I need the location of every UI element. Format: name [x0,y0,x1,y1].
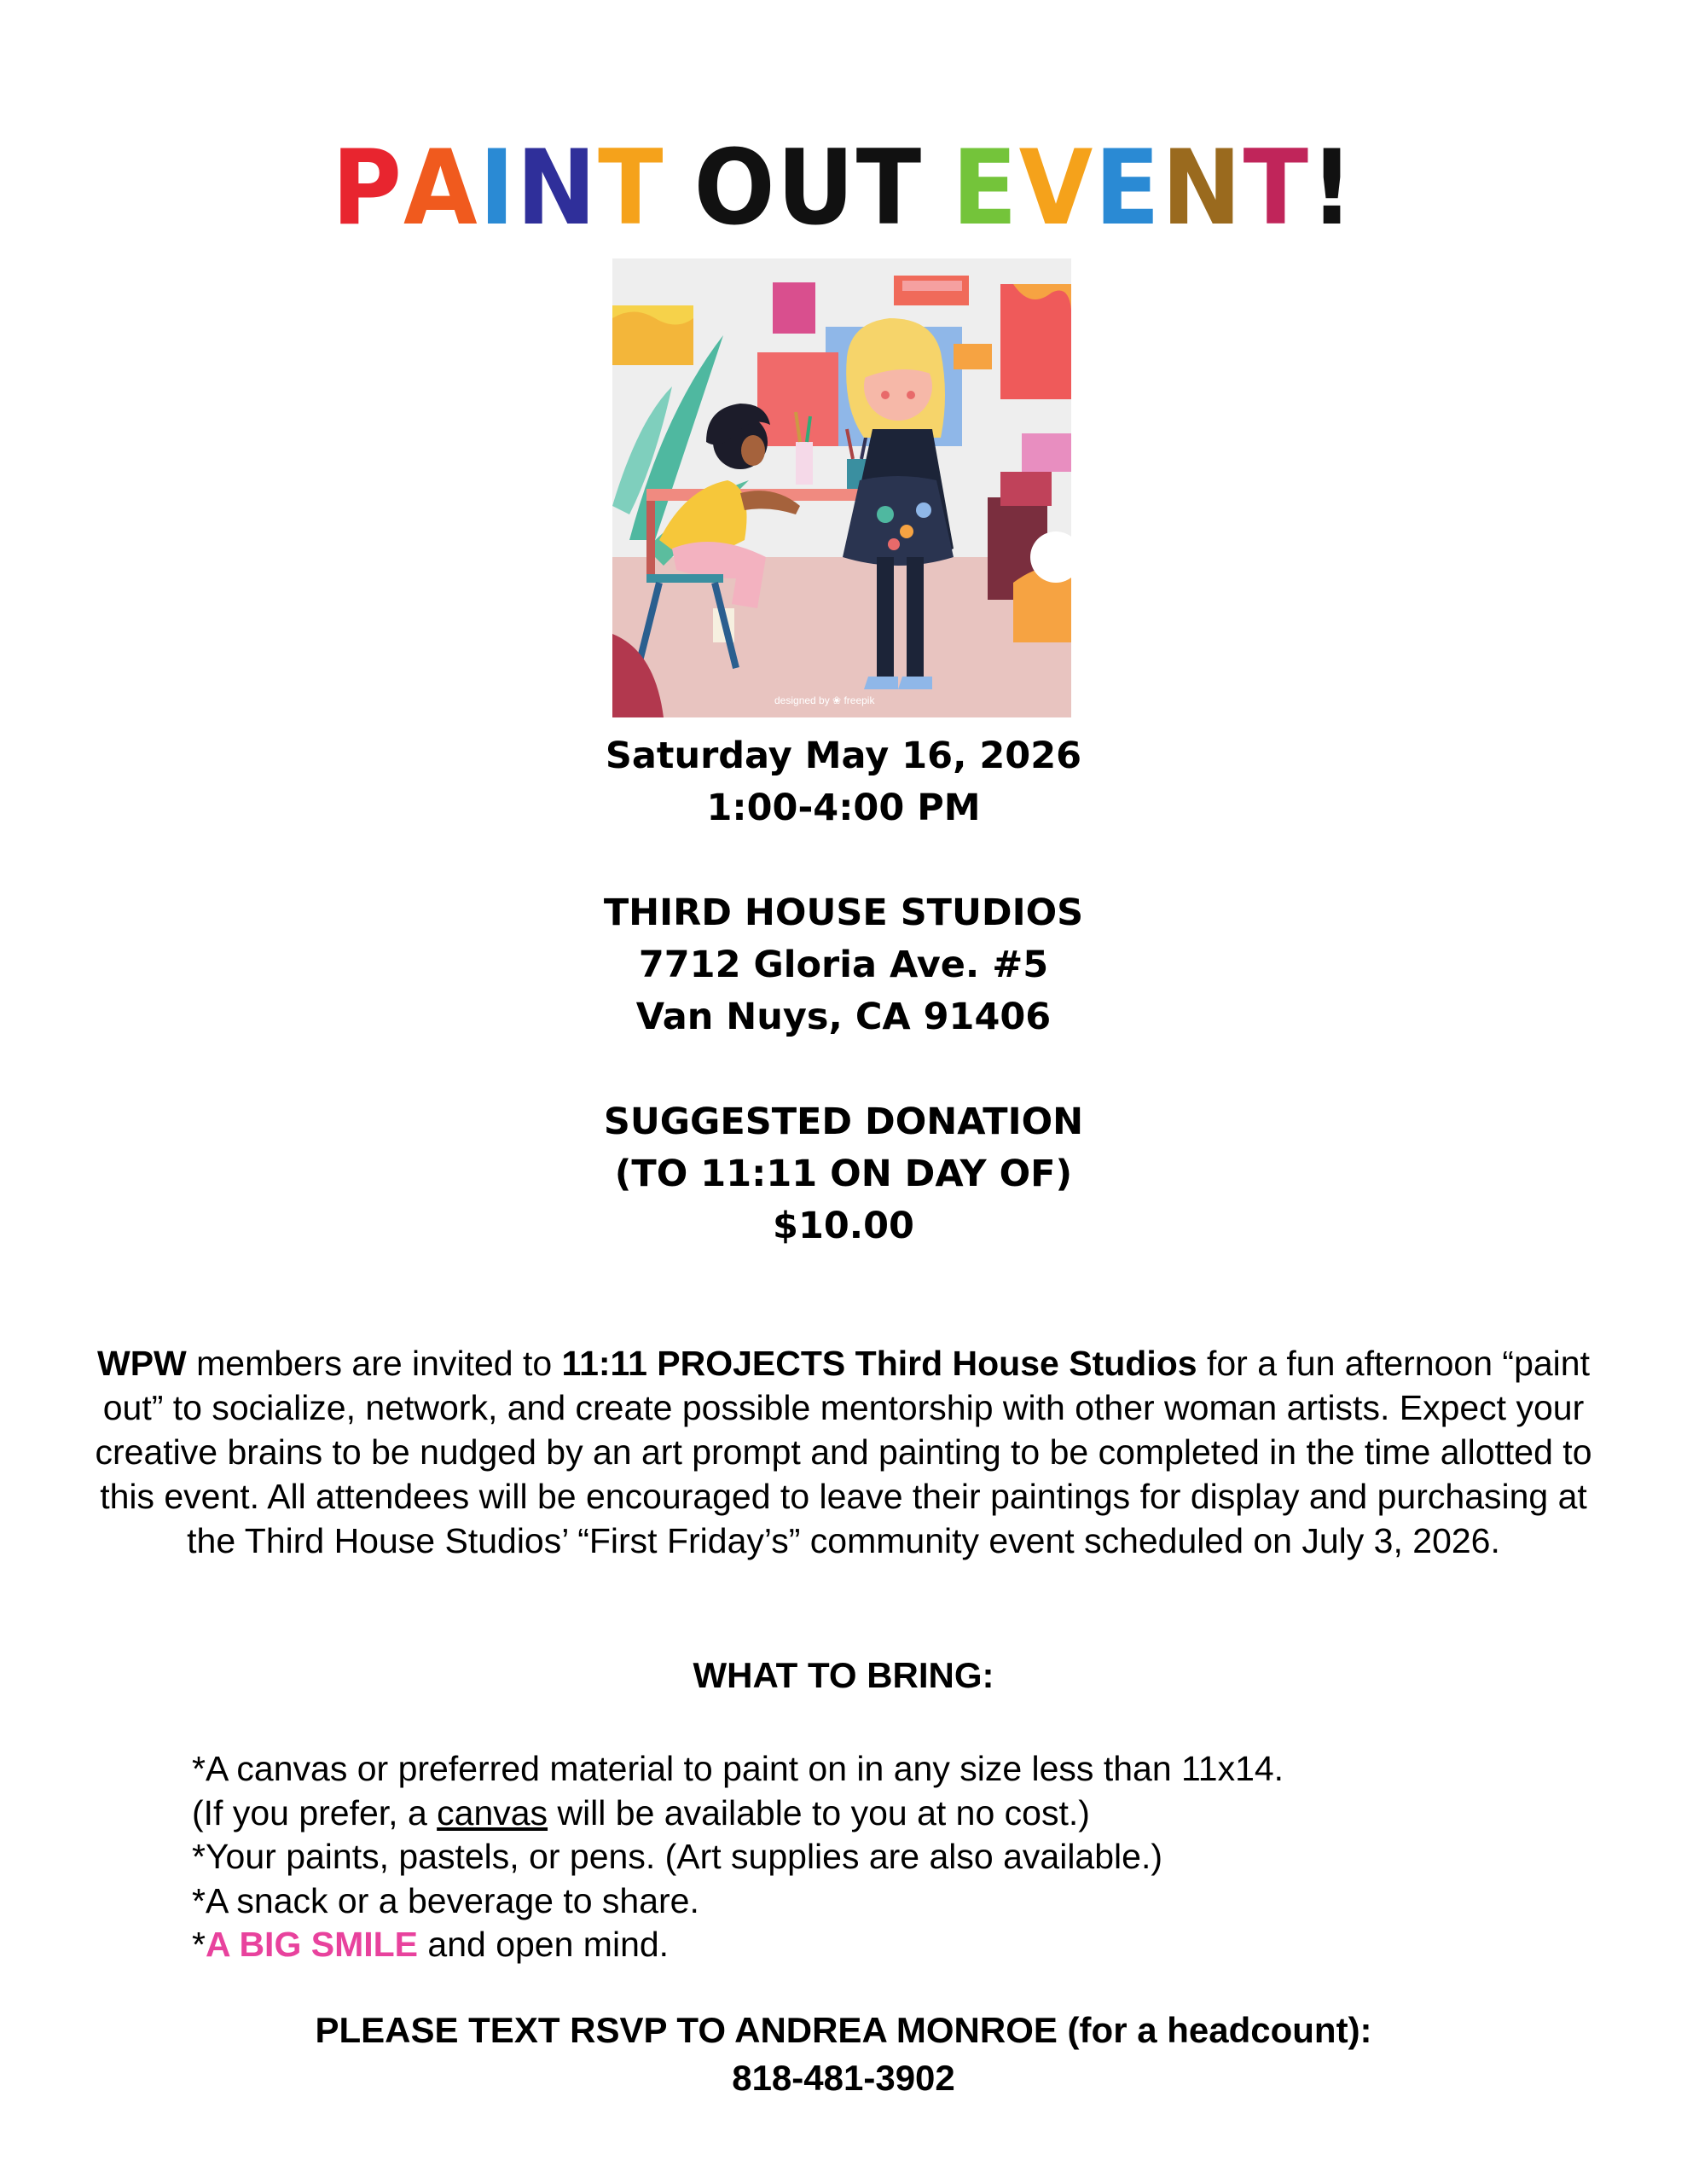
event-datetime [0,730,1687,834]
host-name: 11:11 PROJECTS Third House Studios [561,1344,1197,1383]
title-letter: ! [1309,128,1356,249]
list-item: *A snack or a beverage to share. [192,1880,699,1920]
venue-street: 7712 Gloria Ave. #5 [638,944,1049,986]
donation-heading: SUGGESTED DONATION [603,1101,1084,1143]
title-letter: I [478,128,517,249]
org-name: WPW [97,1344,187,1383]
title-letter: O [693,128,777,249]
title-letter: A [403,128,479,249]
bring-heading: WHAT TO BRING: [693,1655,994,1695]
canvas-underlined: canvas [437,1792,548,1833]
list-item: *A canvas or preferred material to paint on in any size less than 11x14. [192,1749,1284,1788]
event-title [0,128,1687,249]
title-letter: T [598,128,665,249]
venue-name: THIRD HOUSE STUDIOS [603,892,1084,934]
event-time: 1:00-4:00 PM [706,787,981,829]
title-letter: N [516,128,599,249]
title-letter: N [1161,128,1244,249]
illustration-credit: designed by ❀ freepik [774,694,875,706]
donation-note: (TO 11:11 ON DAY OF) [614,1153,1073,1195]
donation-amount: $10.00 [773,1205,914,1247]
bring-list [192,1747,1284,1967]
event-date: Saturday May 16, 2026 [605,735,1082,777]
rsvp-block [0,2007,1687,2102]
title-letter: P [331,128,404,249]
list-item: *A BIG SMILE and open mind. [192,1925,670,1964]
title-letter: E [952,128,1019,249]
title-letter: T [855,128,924,249]
title-letter: T [1243,128,1310,249]
title-letter: U [776,128,856,249]
donation-block [0,1096,1687,1252]
list-item: *Your paints, pastels, or pens. (Art supplies are also available.) [192,1837,1162,1876]
title-letter: E [1094,128,1162,249]
rsvp-text: PLEASE TEXT RSVP TO ANDREA MONROE (for a headcount): [315,2010,1372,2050]
venue-block [0,887,1687,1043]
big-smile-highlight: A BIG SMILE [205,1925,419,1964]
list-item: (If you prefer, a canvas will be available to you at no cost.) [192,1792,1090,1833]
event-description: WPW members are invited to 11:11 PROJECTS Third House Studios for a fun afternoon “paint out” to socialize, network, and create possible mentorship with other woman artists. Expect your creative brains to be nudged by an art prompt and painting to be completed in the time allotted to this event. All attendees will be encouraged to leave their paintings for display and purchasing at the Third House Studios’ “First Friday’s” community event scheduled on July 3, 2026. [95,1344,1592,1560]
rsvp-phone: 818-481-3902 [732,2058,955,2098]
title-letter: V [1018,128,1095,249]
painting-illustration [612,258,1071,717]
venue-city: Van Nuys, CA 91406 [635,996,1052,1038]
